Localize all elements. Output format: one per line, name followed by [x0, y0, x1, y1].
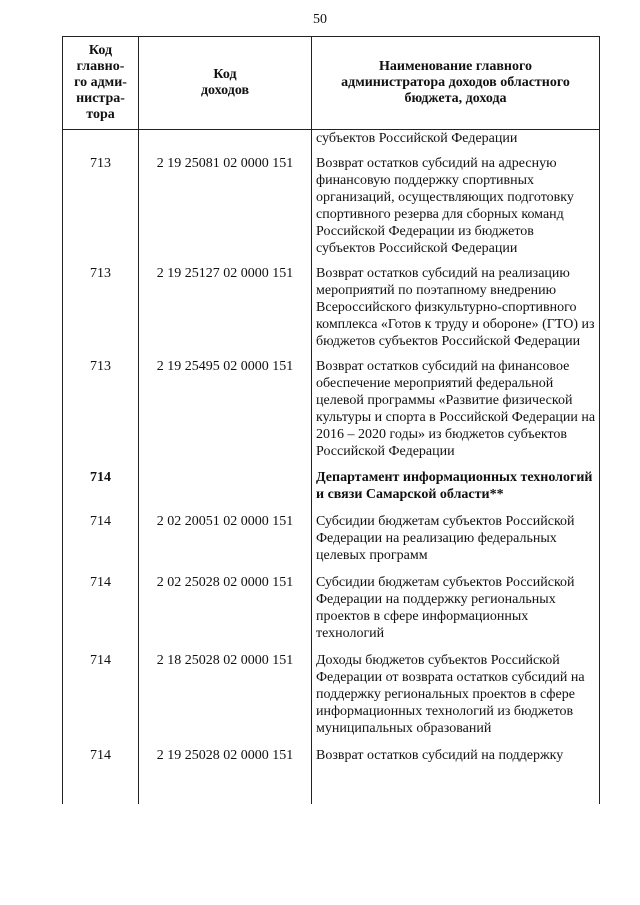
table-row [63, 647, 600, 742]
table-row [63, 569, 600, 647]
table-row [63, 130, 600, 152]
revenue-code-cell: 2 18 25028 02 0000 151 [139, 647, 312, 742]
name-cell: Доходы бюджетов субъектов Российской Федерации от возврата остатков субсидий на поддержку региональных проектов в сфере информационных технологий из бюджетов муниципальных образований [312, 647, 600, 742]
admin-code-cell: 714 [63, 569, 139, 647]
revenue-code-cell: 2 02 25028 02 0000 151 [139, 569, 312, 647]
revenue-code-cell: 2 19 25081 02 0000 151 [139, 151, 312, 261]
admin-code-cell [63, 130, 139, 152]
admin-code-cell: 714 [63, 647, 139, 742]
table-row [63, 261, 600, 354]
admin-code-cell: 714 [63, 464, 139, 508]
name-cell: субъектов Российской Федерации [312, 130, 600, 152]
header-admin-code: Код главно- го адми- нистра- тора [63, 37, 139, 130]
revenue-code-cell: 2 02 20051 02 0000 151 [139, 508, 312, 569]
name-cell: Субсидии бюджетам субъектов Российской Федерации на реализацию федеральных целевых программ [312, 508, 600, 569]
header-name: Наименование главного администратора доходов областного бюджета, дохода [312, 37, 600, 130]
revenue-codes-table [62, 36, 600, 804]
admin-code-cell: 714 [63, 508, 139, 569]
table-row [63, 151, 600, 261]
name-cell: Возврат остатков субсидий на финансовое обеспечение мероприятий федеральной целевой программы «Развитие физической культуры и спорта в Российской Федерации на 2016 – 2020 годы» из бюджетов субъектов Российской Федерации [312, 354, 600, 464]
admin-code-cell: 713 [63, 151, 139, 261]
header-row [63, 37, 600, 130]
department-name-cell: Департамент информационных технологий и связи Самарской области** [312, 464, 600, 508]
table-row [63, 354, 600, 464]
name-cell: Возврат остатков субсидий на реализацию мероприятий по поэтапному внедрению Всероссийского физкультурно-спортивного комплекса «Готов к труду и обороне» (ГТО) из бюджетов субъектов Российской Федерации [312, 261, 600, 354]
revenue-code-cell: 2 19 25028 02 0000 151 [139, 742, 312, 804]
header-revenue-code: Код доходов [139, 37, 312, 130]
revenue-code-cell [139, 130, 312, 152]
table-header [63, 37, 600, 130]
department-row [63, 464, 600, 508]
table-body [63, 130, 600, 805]
revenue-code-cell [139, 464, 312, 508]
name-cell: Субсидии бюджетам субъектов Российской Федерации на поддержку региональных проектов в сфере информационных технологий [312, 569, 600, 647]
admin-code-cell: 714 [63, 742, 139, 804]
name-cell: Возврат остатков субсидий на поддержку [312, 742, 600, 804]
page-number: 50 [313, 12, 327, 27]
revenue-code-cell: 2 19 25127 02 0000 151 [139, 261, 312, 354]
table-row [63, 508, 600, 569]
admin-code-cell: 713 [63, 354, 139, 464]
table-row [63, 742, 600, 804]
admin-code-cell: 713 [63, 261, 139, 354]
name-cell: Возврат остатков субсидий на адресную финансовую поддержку спортивных организаций, осуществляющих подготовку спортивного резерва для сборных команд Российской Федерации из бюджетов субъектов Российской Федерации [312, 151, 600, 261]
revenue-code-cell: 2 19 25495 02 0000 151 [139, 354, 312, 464]
